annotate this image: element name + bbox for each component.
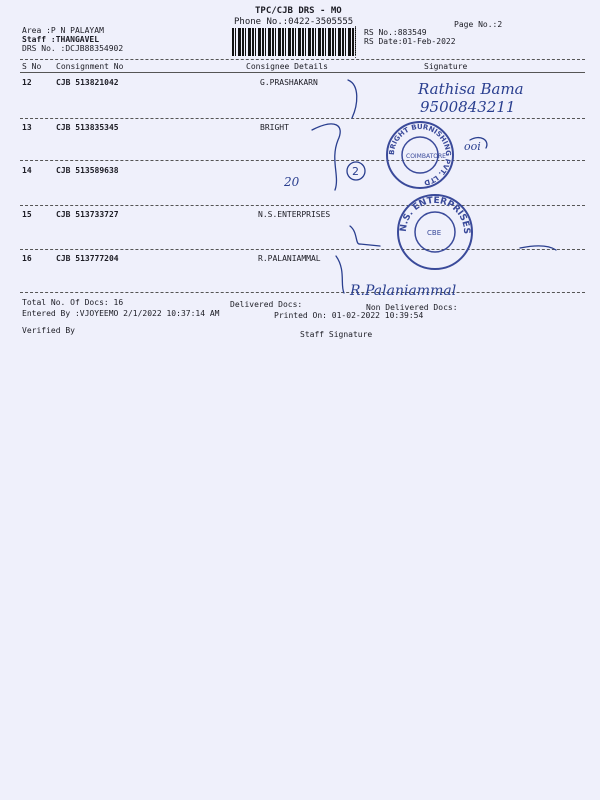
handwritten-name-row12: Rathisa Bama (418, 80, 524, 98)
svg-text:COIMBATORE: COIMBATORE (406, 153, 446, 160)
row-sno: 12 (22, 78, 32, 87)
non-delivered-docs: Non Delivered Docs: (366, 303, 458, 312)
column-header-consignment: Consignment No (56, 62, 124, 71)
delivered-docs: Delivered Docs: (230, 300, 303, 309)
phone-number: Phone No.:0422-3505555 (234, 17, 354, 27)
row-consignment: CJB 513777204 (56, 254, 119, 263)
entered-by: Entered By :VJOYEEMO 2/1/2022 10:37:14 AM (22, 309, 220, 318)
row-sno: 15 (22, 210, 32, 219)
svg-text:2: 2 (352, 165, 359, 178)
bracket-stroke (312, 124, 340, 190)
svg-text:BRIGHT BURNISHING PVT. LTD: BRIGHT BURNISHING PVT. LTD (387, 122, 453, 187)
column-header-signature: Signature (424, 62, 468, 71)
company-stamp-ns-enterprises (398, 195, 472, 269)
bracket-stroke (348, 80, 357, 118)
bracket-stroke (336, 256, 344, 293)
row-consignment: CJB 513835345 (56, 123, 119, 132)
row-sno: 14 (22, 166, 32, 175)
handwritten-name-row16: R.Palaniammal (350, 283, 457, 299)
staff-label: Staff :THANGAVEL (22, 35, 100, 44)
signature-stroke (520, 246, 556, 250)
row-consignment: CJB 513821042 (56, 78, 119, 87)
verified-by: Verified By (22, 326, 75, 335)
column-header-sno: S No (22, 62, 42, 71)
document-title: TPC/CJB DRS - MO (255, 6, 342, 16)
staff-signature: Staff Signature (300, 330, 373, 339)
column-header-consignee: Consignee Details (246, 62, 328, 71)
total-docs: Total No. Of Docs: 16 (22, 298, 124, 307)
company-stamp-bright (387, 122, 453, 188)
svg-text:CBE: CBE (427, 229, 442, 237)
row-consignment: CJB 513589638 (56, 166, 119, 175)
area-label: Area :P N PALAYAM (22, 26, 104, 35)
row-consignee: R.PALANIAMMAL (258, 254, 321, 263)
handwritten-phone-row12: 9500843211 (420, 98, 516, 116)
svg-text:N.S. ENTERPRISES: N.S. ENTERPRISES (398, 195, 472, 235)
row-consignee: N.S.ENTERPRISES (258, 210, 331, 219)
printed-on: Printed On: 01-02-2022 10:39:54 (274, 311, 424, 320)
row-sno: 13 (22, 123, 32, 132)
handwritten-mark-row14: 20 (284, 175, 300, 189)
bracket-stroke (350, 226, 380, 246)
row-consignee: G.PRASHAKARN (260, 78, 318, 87)
rs-number: RS No.:883549 (364, 28, 427, 37)
row-sno: 16 (22, 254, 32, 263)
page-number: Page No.:2 (454, 20, 503, 29)
row-consignee: BRIGHT (260, 123, 289, 132)
drs-number: DRS No. :DCJB88354902 (22, 44, 124, 53)
handwritten-mark-row13: ooi (464, 140, 481, 153)
rs-date: RS Date:01-Feb-2022 (364, 37, 456, 46)
row-consignment: CJB 513733727 (56, 210, 119, 219)
